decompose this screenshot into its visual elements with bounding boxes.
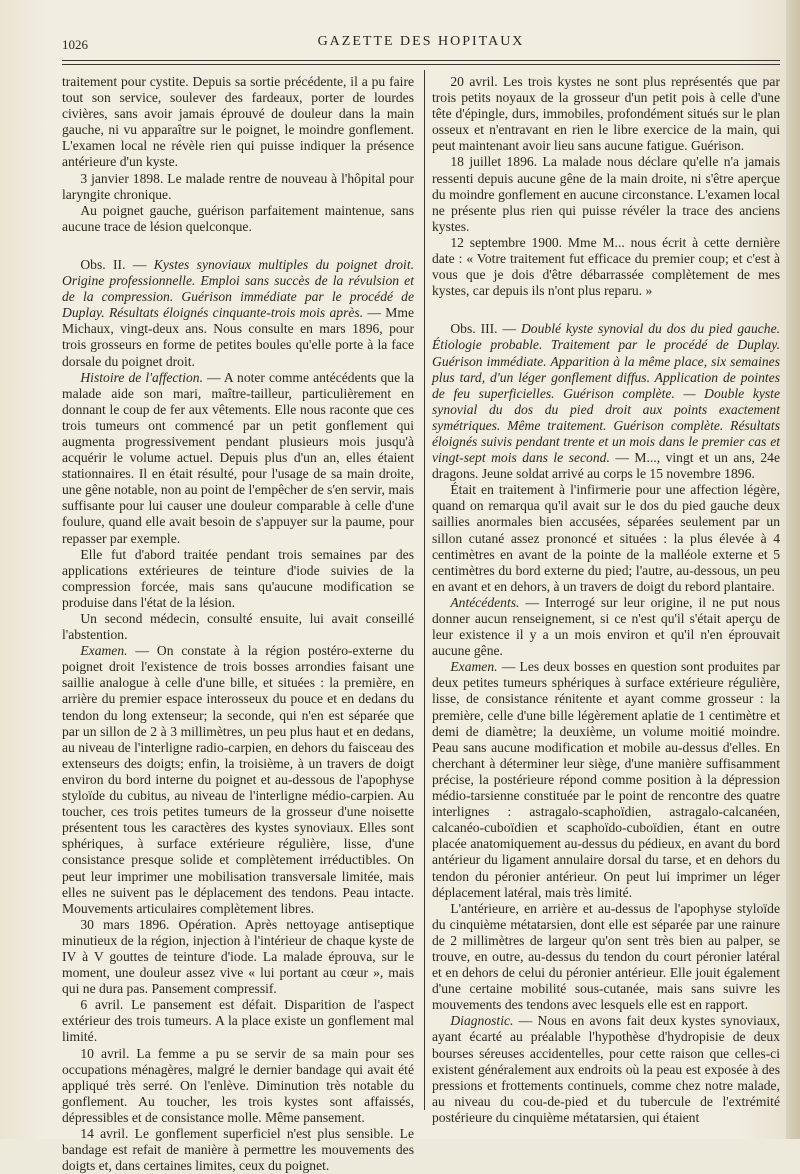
paragraph: 20 avril. Les trois kystes ne sont plus représentés que par trois petits noyaux de la grosseur d'un petit pois à celle d'une tête d'épingle, durs, immobiles, profondément situés sur le plan osseux et n'entravant en rien le libre exercice de la main, qui peut maintenant avoir lieu sans aucune fatigue. Guérison. (432, 74, 780, 154)
section-label: Examen. (450, 659, 498, 675)
paragraph: Elle fut d'abord traitée pendant trois semaines par des applications extérieures de teinture d'iode suivies de la compression forcée, mais sans qu'aucune modification se produise dans l'état de la lésion. (62, 546, 414, 610)
observation-label: Obs. II. — (80, 256, 154, 272)
journal-title: GAZETTE DES HOPITAUX (317, 34, 525, 49)
page-edge (786, 0, 800, 1139)
paragraph: L'antérieure, en arrière et au-dessus de l'apophyse styloïde du cinquième métatarsien, dont elle est séparée par une rainure de 2 millimètres de largeur qu'on sent très bien au palper, se trouve, en outre, au-dessus du tendon du court péronier latéral et en dehors de celui du péronier antérieur. Elle jouit également d'une certaine mobilité sous-cutanée, mais sans suivre les mouvements des tendons avec lesquels elle est en rapport. (432, 900, 780, 1013)
observation-intro: — M..., vingt et un ans, 24e dragons. Jeune soldat arrivé au corps le 15 novembre 1896. (432, 450, 780, 482)
observation-heading (432, 321, 780, 482)
header-rule (62, 60, 780, 61)
page-number: 1026 (62, 37, 88, 52)
paragraph (432, 595, 780, 659)
paragraph: traitement pour cystite. Depuis sa sortie précédente, il a pu faire tout son service, soulever des fardeaux, porter de lourdes civières, sans avoir jamais éprouvé de douleur dans la main gauche, ni vu apparaître sur le poignet, le moindre gonflement. L'examen local ne révèle rien qui puisse indiquer la présence antérieure d'un kyste. (62, 74, 414, 170)
paragraph: Un second médecin, consulté ensuite, lui avait conseillé l'abstention. (62, 611, 414, 643)
paragraph: Était en traitement à l'infirmerie pour une affection légère, quand on remarqua qu'il avait sur le dos du pied gauche deux saillies anormales bien accusées, séparées seulement par un sillon cutané assez prononcé et situées : la plus élevée à 4 centimètres en avant de la pointe de la malléole externe et 5 centimètres du bord externe du pied; l'autre, au-dessous, un peu en avant et en dehors, à un travers de doigt du rebord plantaire. (432, 482, 780, 594)
left-column (62, 74, 415, 1174)
spacer (62, 235, 414, 244)
spacer (432, 299, 780, 308)
paragraph: 6 avril. Le pansement est défait. Disparition de l'aspect extérieur des trois tumeurs. A la place existe un gonflement mal limité. (62, 997, 414, 1045)
observation-title: Kystes synoviaux multiples du poignet droit. Origine professionnelle. Emploi sans succès de la révulsion et de la compression. Guérison immédiate par le procédé de Duplay. Résultats éloignés cinquante-trois mois après. (62, 256, 414, 321)
paragraph (62, 370, 414, 547)
section-text: — A noter comme antécédents que la malade aide son mari, maître-tailleur, particulièrement en donnant le coup de fer aux vêtements. Elle nous raconte que ces trois tumeurs ont commencé par un petit gonflement qui augmenta progressivement pendant plusieurs mois jusqu'à acquérir le volume actuel. Depuis plus d'un an, elles étaient stationnaires. Il en était résulté, pour l'usage de sa main droite, une gêne notable, non au point de l'empêcher de s'en servir, mais suffisante pour lui causer une douleur comparable à celle d'une foulure, quand elle avait besoin de s'appuyer sur la paume, pour repasser par exemple. (62, 369, 415, 546)
paragraph: 12 septembre 1900. Mme M... nous écrit à cette dernière date : « Votre traitement fut efficace du premier coup; et c'est à vous que je dois d'être débarrassée complètement de mes kystes, car depuis ils n'ont plus reparu. » (432, 234, 780, 299)
section-text: — Les deux bosses en question sont produites par deux petites tumeurs sphériques à surface extérieure régulière, lisse, de consistance rénitente et ayant comme grosseur : la première, celle d'une bille légèrement aplatie de 1 centimètre et demi de diamètre; la deuxième, un volume moitié moindre. Peau sans aucune modification et mobile au-dessus d'elles. En cherchant à déterminer leur siège, d'une manière suffisamment précise, la postérieure répond comme position à la dépression médio-tarsienne constituée par le point de rencontre des quatre interlignes : astragalo-scaphoïdien, astragalo-calcanéen, calcanéo-cuboïdien et scaphoïdo-cuboïdien, étant en outre placée anatomiquement au-dessus du pédieux, en avant du bord antérieur du ligament annulaire dorsal du tarse, et en dehors du tendon du péronier antérieur. On peut lui imprimer un léger déplacement latéral, mais très limité. (432, 659, 780, 900)
section-text: — On constate à la région postéro-externe du poignet droit l'existence de trois bosses arrondies faisant une saillie analogue à celle d'une bille, et situées : la première, en arrière du premier espace interosseux du pouce et en dedans du tendon du long extenseur; la seconde, qui n'en est séparée que par un sillon de 2 à 3 millimètres, un peu plus haut et en dedans, au niveau de l'interligne radio-carpien, en dehors du faisceau des extenseurs des doigts; enfin, la troisième, à un travers de doigt environ du bord interne du poignet et au-dessous de l'apophyse styloïde du cubitus, au niveau de l'interligne médio-carpien. Au toucher, ces trois petites tumeurs de la grosseur d'une noisette présentent tous les caractères des kystes synoviaux. Elles sont sphériques, à surface extérieure régulière, lisse, d'une consistance presque solide et complètement irréductibles. On peut leur imprimer une mobilisation transversale limitée, mais elles ne suivent pas le déplacement des tendons. Peau intacte. Mouvements articulaires complètement libres. (62, 643, 414, 916)
paragraph: 3 janvier 1898. Le malade rentre de nouveau à l'hôpital pour laryngite chronique. (62, 170, 414, 202)
paragraph: 18 juillet 1896. La malade nous déclare qu'elle n'a jamais ressenti depuis aucune gêne de la main droite, ni s'être aperçue du moindre gonflement en aucune circonstance. L'examen local ne présente plus rien qui puisse révéler la trace des anciens kystes. (432, 154, 780, 234)
section-label: Antécédents. (450, 594, 520, 610)
paragraph: 14 avril. Le gonflement superficiel n'est plus sensible. Le bandage est refait de manière à permettre les mouvements des doigts et, dans certaines limites, ceux du poignet. (62, 1126, 414, 1174)
section-label: Diagnostic. (450, 1013, 514, 1029)
paragraph: 10 avril. La femme a pu se servir de sa main pour ses occupations ménagères, malgré le dernier bandage qui avait été appliqué très serré. On l'enlève. Diminution très notable du gonflement. Au toucher, les trois kystes sont affaissés, dépressibles et de consistance molle. Même pansement. (62, 1045, 414, 1125)
paragraph (432, 1013, 780, 1126)
paragraph: Au poignet gauche, guérison parfaitement maintenue, sans aucune trace de lésion quelconque. (62, 202, 414, 234)
column-separator (424, 70, 425, 1110)
paragraph: 30 mars 1896. Opération. Après nettoyage antiseptique minutieux de la région, injection à l'intérieur de chaque kyste de IV à V gouttes de teinture d'iode. La malade éprouva, sur le moment, une douleur assez vive « lui portant au cœur », mais qui ne dura pas. Pansement compressif. (62, 916, 414, 997)
section-text: — Nous en avons fait deux kystes synoviaux, ayant écarté au préalable l'hypothèse d'hydropisie de deux bourses séreuses accidentelles, pour cette raison que celles-ci existent généralement aux endroits où la peau est exposée à des pressions et frottements continuels, comme chez notre malade, au niveau du cou-de-pied et du tubercule de l'extrémité postérieure du cinquième métatarsien, qui étaient (432, 1013, 780, 1125)
right-column (432, 74, 780, 1124)
observation-label: Obs. III. — (450, 321, 521, 337)
header-rule-secondary (62, 64, 780, 65)
observation-intro: — Mme Michaux, vingt-deux ans. Nous consulte en mars 1896, pour trois grosseurs en forme de petites boules qu'elle porte à la face dorsale du poignet droit. (62, 305, 414, 369)
paragraph (62, 643, 414, 917)
section-text: — Interrogé sur leur origine, il ne put nous donner aucun renseignement, si ce n'est qu'il s'était aperçu de leur existence il y a un mois environ et qu'il n'en éprouvait aucune gêne. (432, 594, 780, 659)
section-label: Histoire de l'affection. (80, 369, 203, 385)
section-label: Examen. (80, 643, 128, 659)
observation-title: Doublé kyste synovial du dos du pied gauche. Étiologie probable. Traitement par le procédé de Duplay. Guérison immédiate. Apparition à la même place, six semaines plus tard, d'un léger gonflement diffus. Application de pointes de feu superficielles. Guérison complète. — Double kyste synovial du dos du pied droit aux points exactement symétriques. Même traitement. Guérison complète. Résultats éloignés suivis pendant trente et un mois dans le premier cas et vingt-sept mois dans le second. (432, 321, 780, 466)
paragraph (432, 659, 780, 900)
observation-heading (62, 257, 414, 370)
page-header (62, 34, 780, 54)
